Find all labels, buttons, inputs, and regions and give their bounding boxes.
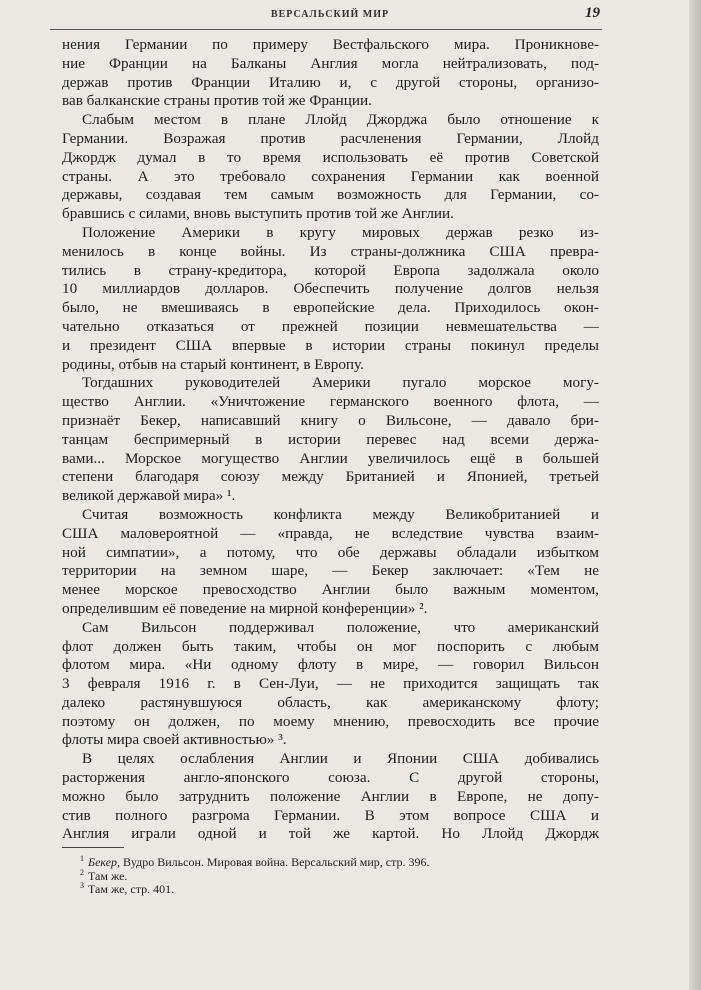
footnote-mark: 1 (80, 854, 84, 863)
text-line: флоты мира своей активностью» ³. (62, 731, 287, 749)
text-line: Положение Америки в кругу мировых держав резко из- (82, 223, 599, 241)
text-line: Слабым местом в плане Ллойд Джорджа было отношение к (82, 111, 599, 129)
text-line: чательно отказаться от прежней позиции невмешательства — (62, 317, 599, 335)
text-line: ние Франции на Балканы Англия могла нейтрализовать, под- (62, 54, 599, 72)
text-line: страны. А это требовало сохранения Германии как военной (62, 167, 599, 185)
text-line: поэтому он должен, по моему мнению, превосходить все прочие (62, 712, 599, 730)
text-line: родины, отбыв на старый континент, в Европу. (62, 355, 364, 373)
text-line: было, не вмешиваясь в европейские дела. Приходилось окон- (62, 299, 599, 317)
footnotes (80, 852, 430, 896)
text-line: тились в страну-кредитора, которой Европа задолжала около (62, 261, 599, 279)
text-line: США маловероятной — «правда, не вследствие чувства взаим- (62, 524, 599, 542)
text-line: Сам Вильсон поддерживал положение, что американский (82, 618, 599, 636)
text-line: определившим её поведение на мирной конференции» ². (62, 599, 428, 617)
text-line: далеко растянувшуюся область, как американскому флоту; (62, 693, 599, 711)
text-line: вав балканские страны против той же Франции. (62, 92, 372, 110)
body-text (62, 36, 599, 844)
page-edge-shadow (689, 0, 701, 990)
text-line: можно было затруднить положение Англии в Европе, не допу- (62, 787, 599, 805)
footnote (80, 879, 430, 896)
text-line: Джордж думал в то время использовать её против Советской (62, 148, 599, 166)
text-line: вами... Морское могущество Англии увеличилось ещё в большей (62, 449, 599, 467)
paragraph (62, 619, 599, 751)
text-line: признаёт Бекер, написавший книгу о Вильсоне, — давало бри- (62, 411, 599, 429)
text-line: флотом мира. «Ни одному флоту в мире, — говорил Вильсон (62, 656, 599, 674)
footnote-mark: 2 (80, 867, 84, 877)
footnote-text: Там же. (88, 868, 128, 883)
text-line: Тогдашних руководителей Америки пугало морское могу- (82, 374, 599, 392)
text-line: щество Англии. «Уничтожение германского военного флота, — (62, 393, 599, 411)
footnote-text: Там же, стр. 401. (88, 882, 175, 896)
text-line: и президент США впервые в истории страны покинул пределы (62, 336, 599, 354)
text-line: 10 миллиардов долларов. Обеспечить получение долгов нельзя (62, 280, 599, 298)
paragraph (62, 506, 599, 619)
header-rule (50, 29, 602, 30)
text-line: бравшись с силами, вновь выступить против той же Англии. (62, 205, 454, 223)
text-line: нения Германии по примеру Вестфальского мира. Проникнове- (62, 36, 599, 53)
page-number: 19 (585, 5, 600, 21)
footnote-author: Бекер, (88, 855, 121, 869)
paragraph (62, 374, 599, 506)
page-header (62, 5, 598, 25)
text-line: держав против Франции Италию и, с другой стороны, организо- (62, 73, 599, 91)
text-line: 3 февраля 1916 г. в Сен-Луи, — не приходится защищать так (62, 675, 599, 693)
running-title: ВЕРСАЛЬСКИЙ МИР (270, 9, 390, 20)
footnote-rule (62, 847, 124, 848)
text-line: Англия играли одной и той же картой. Но Ллойд Джордж (62, 825, 599, 843)
text-line: менилось в конце войны. Из страны-должника США превра- (62, 242, 599, 260)
text-line: Германии. Возражая против расчленения Германии, Ллойд (62, 129, 599, 147)
text-line: флот должен быть таким, чтобы он мог поспорить с любым (62, 637, 599, 655)
paragraph (62, 750, 599, 844)
paragraph (62, 36, 599, 111)
text-line: расторжения англо-японского союза. С другой стороны, (62, 769, 599, 787)
footnote-mark: 3 (80, 881, 84, 890)
footnote-text: Вудро Вильсон. Мировая война. Версальский мир, стр. 396. (123, 855, 430, 869)
text-line: В целях ослабления Англии и Японии США добивались (82, 750, 599, 768)
paragraph (62, 224, 599, 374)
text-line: стив полного разгрома Германии. В этом вопросе США и (62, 806, 599, 824)
text-line: великой державой мира» ¹. (62, 487, 236, 505)
text-line: танцам беспримерный в истории перевес над всеми держа- (62, 430, 599, 448)
text-line: ной симпатии», а потому, что обе державы обладали избытком (62, 543, 599, 561)
text-line: державы, создавая тем самым возможность для Германии, со- (62, 186, 599, 204)
text-line: менее морское превосходство Англии было важным моментом, (62, 581, 599, 599)
text-line: территории на земном шаре, — Бекер заключает: «Тем не (62, 562, 599, 580)
footnote (80, 852, 430, 869)
text-line: Считая возможность конфликта между Великобританией и (82, 505, 599, 523)
text-line: степени благодаря союзу между Британией и Японией, третьей (62, 468, 599, 486)
paragraph (62, 111, 599, 224)
